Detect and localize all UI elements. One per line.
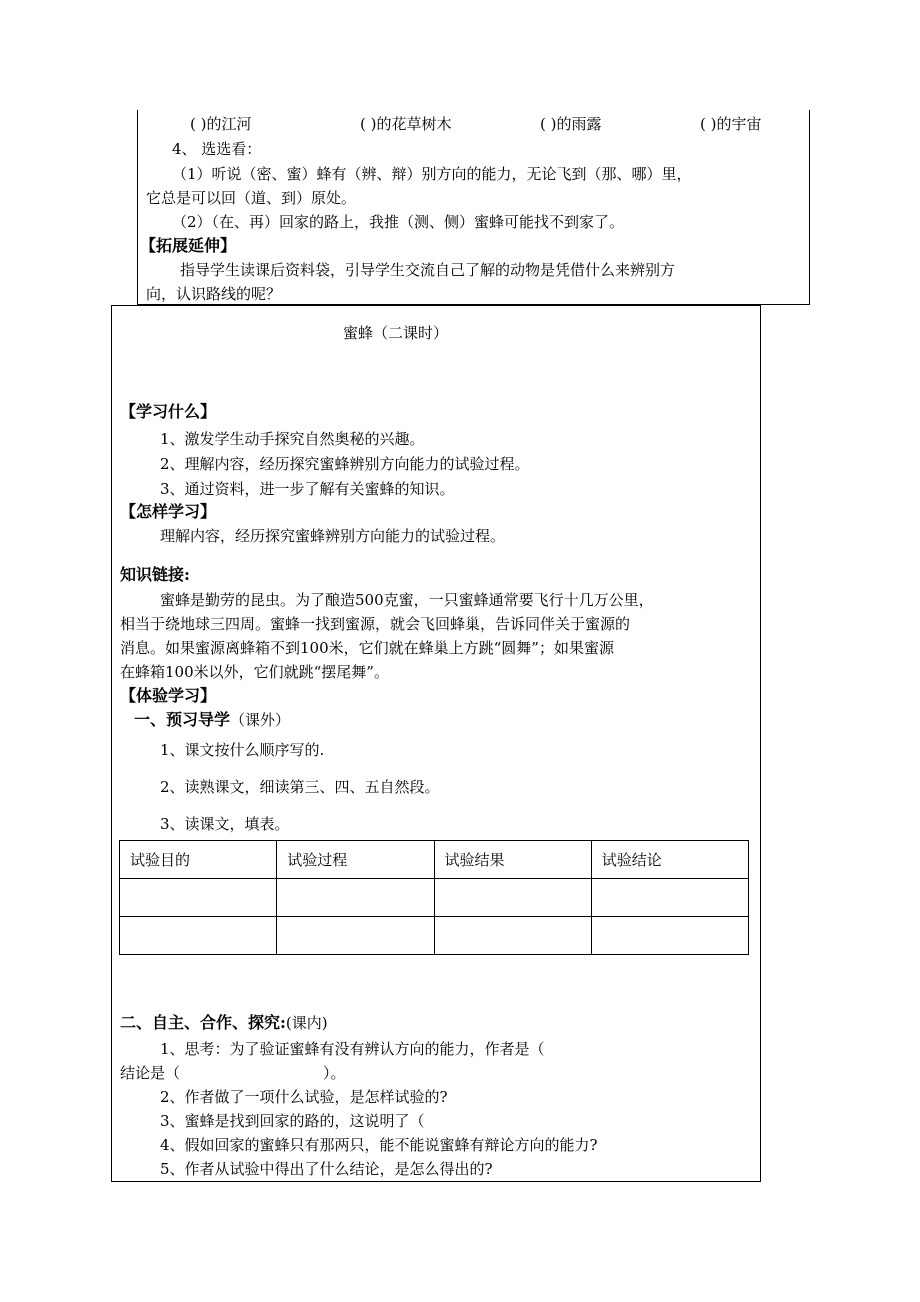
q4-1-line1: （1）听说（密、蜜）蜂有（辨、辩）别方向的能力，无论飞到（那、哪）里， (172, 165, 692, 183)
blank-1: ( )的江河 (190, 115, 252, 133)
extend-heading: 【拓展延伸】 (140, 236, 237, 255)
explore-q5: 5、作者从试验中得出了什么结论，是怎么得出的? (160, 1160, 493, 1178)
table-cell[interactable] (591, 917, 748, 955)
explore-heading: 二、自主、合作、探究: (120, 1013, 286, 1032)
blank-4: ( )的宇宙 (700, 115, 762, 133)
table-header-row (120, 841, 749, 879)
preview-heading: 一、预习导学 (134, 710, 231, 729)
knowledge-line-3: 消息。如果蜜源离蜂箱不到100米，它们就在蜂巢上方跳“圆舞”；如果蜜源 (120, 639, 614, 657)
knowledge-line-4: 在蜂箱100米以外，它们就跳“摆尾舞”。 (120, 663, 389, 681)
experiment-table (119, 840, 749, 955)
preview-heading-row (134, 709, 290, 731)
explore-note: (课内) (285, 1014, 328, 1032)
table-header-cell: 试验结论 (591, 841, 748, 879)
q4-title: 4、 选选看： (172, 140, 262, 158)
table-cell[interactable] (591, 879, 748, 917)
learn-what-item-1: 1、激发学生动手探究自然奥秘的兴趣。 (160, 430, 425, 448)
knowledge-line-2: 相当于绕地球三四周。蜜蜂一找到蜜源，就会飞回蜂巢，告诉同伴关于蜜源的 (120, 615, 631, 633)
explore-q1-conclusion: 结论是（ ）。 (120, 1064, 346, 1082)
table-cell[interactable] (277, 917, 434, 955)
blank-2: ( )的花草树木 (360, 115, 452, 133)
table-cell[interactable] (434, 917, 591, 955)
q4-2: （2）（在、再）回家的路上，我推（测、侧）蜜蜂可能找不到家了。 (172, 213, 625, 231)
learn-what-item-3: 3、通过资料，进一步了解有关蜜蜂的知识。 (160, 480, 455, 498)
explore-q1: 1、思考：为了验证蜜蜂有没有辨认方向的能力，作者是（ (160, 1040, 545, 1058)
table-header-cell: 试验结果 (434, 841, 591, 879)
table-header-cell: 试验过程 (277, 841, 434, 879)
page-title: 蜜蜂（二课时） (343, 324, 449, 342)
q4-1-line2: 它总是可以回（道、到）原处。 (146, 189, 357, 207)
table-cell[interactable] (434, 879, 591, 917)
preview-item-2: 2、读熟课文，细读第三、四、五自然段。 (160, 778, 440, 796)
knowledge-heading: 知识链接: (120, 565, 190, 584)
how-learn-heading: 【怎样学习】 (120, 502, 217, 521)
table-row (120, 917, 749, 955)
learn-what-heading: 【学习什么】 (120, 402, 217, 421)
experience-heading: 【体验学习】 (120, 686, 217, 705)
table-cell[interactable] (277, 879, 434, 917)
preview-item-1: 1、课文按什么顺序写的. (160, 741, 325, 759)
table-header-cell: 试验目的 (120, 841, 277, 879)
explore-q4: 4、假如回家的蜜蜂只有那两只，能不能说蜜蜂有辩论方向的能力? (160, 1136, 598, 1154)
knowledge-line-1: 蜜蜂是勤劳的昆虫。为了酿造500克蜜，一只蜜蜂通常要飞行十几万公里， (160, 591, 654, 609)
extend-line2: 向，认识路线的呢？ (146, 285, 282, 303)
table-cell[interactable] (120, 917, 277, 955)
preview-note: （课外） (230, 711, 291, 729)
extend-line1: 指导学生读课后资料袋，引导学生交流自己了解的动物是凭借什么来辨别方 (180, 261, 676, 279)
explore-heading-row (120, 1012, 328, 1034)
table-cell[interactable] (120, 879, 277, 917)
explore-q3: 3、蜜蜂是找到回家的路的，这说明了（ (160, 1112, 425, 1130)
learn-what-item-2: 2、理解内容，经历探究蜜蜂辨别方向能力的试验过程。 (160, 455, 530, 473)
explore-q2: 2、作者做了一项什么试验，是怎样试验的? (160, 1088, 448, 1106)
how-learn-text: 理解内容，经历探究蜜蜂辨别方向能力的试验过程。 (160, 527, 506, 545)
blank-3: ( )的雨露 (540, 115, 602, 133)
table-row (120, 879, 749, 917)
preview-item-3: 3、读课文，填表。 (160, 815, 290, 833)
